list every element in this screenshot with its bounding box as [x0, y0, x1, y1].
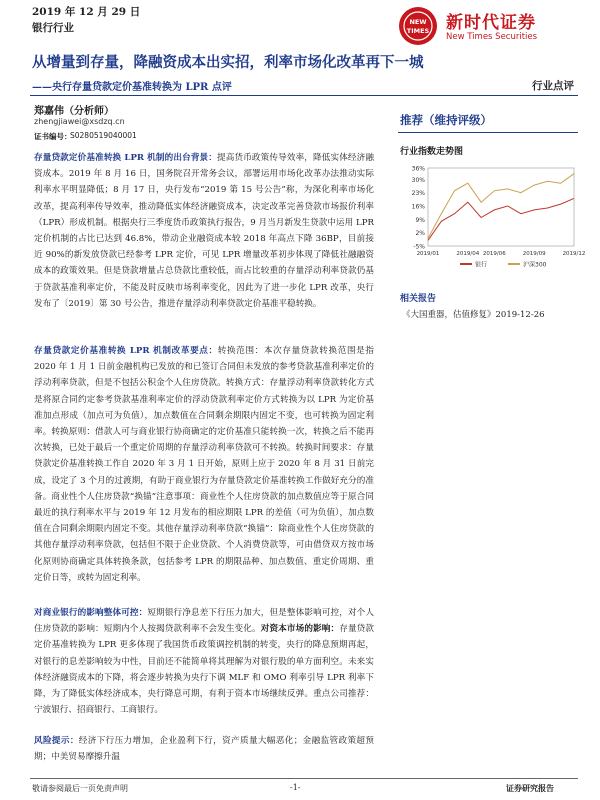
y-tick-label: 16% [411, 203, 425, 211]
footer-disclaimer: 敬请参阅最后一页免责声明 [32, 784, 128, 793]
brand-logo [398, 6, 576, 52]
footer-divider [30, 778, 578, 779]
paragraph-text: 经济下行压力增加，企业盈利下行，资产质量大幅恶化；金融监管政策超预期；中美贸易摩擦升温 [34, 736, 374, 763]
paragraph-text: 提高货币政策传导效率，降低实体经济融资成本。2019 年 8 月 16 日，国务院召开常务会议，部署运用市场化改革办法推动实际利率水平明显降低；8 月 17 日，央行发布“2019 第 15 号公告”称，为深化利率市场化改革，提高利率传导效率，推动降低实体经济融资成本，决定改革完善贷款市场报价利率（LPR）形成机制。根据央行三季度货币政策执行报告，9 月当月新发生贷款中运用 LPR 定价机制的占比已达到 46.8%，带动企业融资成本较 2018 年高点下降 36BP，目前接近 90%的新发放贷款已经参考 LPR 定价，可见 LPR 增量改革初步体现了降低社融融资成本的政策效果。但是贷款增量占总贷款比重较低，而占比较重的存量浮动利率贷款仍基于贷款基准利率定价，不能及时反映市场利率变化，因此为了进一步化 LPR 改革，央行发布了〔2019〕第 30 号公告，推进存量浮动利率贷款定价基准平稳转换。 [34, 153, 374, 309]
paragraph-lead: 对资本市场的影响： [260, 624, 340, 635]
rating-divider [398, 132, 578, 133]
author-name: 郑嘉伟（分析师） [34, 106, 114, 117]
x-tick-label: 2019/04 [456, 251, 480, 257]
paragraph-impact [34, 605, 374, 718]
paragraph-text: 存量贷款定价基准转换为 LPR 更多体现了我国货币政策调控机制的转变，央行的降息预期再起，对银行的息差影响较为中性，目前还不能简单将其理解为对银行股的单方面利空。未来实体经济融资成本的下降，将会逐步转换为央行下调 MLF 和 OMO 利率引导 LPR 利率下降，为了降低实体经济成本，央行降息可期，有利于资本市场继续反弹。重点公司推荐：宁波银行、招商银行、工商银行。 [34, 624, 374, 716]
related-report-item[interactable]: 《大国重器，估值修复》2019-12-26 [402, 310, 545, 320]
x-tick-label: 2019/12 [562, 251, 586, 257]
paragraph-lead: 风险提示： [34, 736, 79, 746]
rating: 推荐（维持评级） [400, 113, 492, 127]
header-divider [30, 95, 578, 96]
y-tick-label: 23% [411, 190, 425, 198]
chart-section-title: 行业指数走势图 [400, 147, 464, 157]
series-line-csi300 [428, 174, 574, 239]
y-tick-label: 9% [415, 216, 425, 224]
y-tick-label: 30% [411, 176, 425, 184]
logo-english-name: New Times Securities [446, 32, 538, 42]
paragraph-lead: 存量贷款定价基准转换 LPR 机制的出台背景： [34, 153, 218, 163]
paragraph-text: 转换范围：本次存量贷款转换范围是指 2020 年 1 月 1 日前金融机构已发放的和已签订合同但未发放的参考贷款基准利率定价的浮动利率贷款，但是不包括公积金个人住房贷款。转换方式：存量浮动利率贷款转化方式是将原合同约定参考贷款基准利率定价的浮动贷款利率定价方式转换为以 LPR 为定价基准加点形成（加点可为负值），加点数值在合同剩余期限内固定不变，也可转换为固定利率。转换原则：借款人可与商业银行协商确定的定价基准只能转换一次，转换之后不能再次转换，已处于最后一个重定价周期的存量浮动利率贷款可不转换。转换时间要求：存量贷款定价基准转换工作自 2020 年 3 月 1 日开始，原则上应于 2020 年 8 月 31 日前完成，设定了 3 个月的过渡期，有助于商业银行为存量贷款定价基准转换工作做好充分的准备。商业性个人住房贷款“换锚”注意事项：商业性个人住房贷款的加点数值应等于原合同最近的执行利率水平与 2019 年 12 月发布的相应期限 LPR 的差值（可为负值），加点数值在合同剩余期限内固定不变。其他存量浮动利率贷款“换锚”：除商业性个人住房贷款的其他存量浮动利率贷款，包括但不限于企业贷款、个人消费贷款等，可由借贷双方按市场化原则协商确定具体转换条款，包括参考 LPR 的期限品种、加点数值、重定价周期、重定价日等，或转为固定利率。 [34, 346, 374, 583]
paragraph-text: 短期银行净息差下行压力加大，但是整体影响可控，对个人住房贷款的影响：短期内个人按揭贷款利率不会发生变化。 [34, 608, 374, 635]
report-type: 行业点评 [532, 80, 574, 92]
legend-label: 银行 [475, 261, 488, 269]
paragraph-background [34, 150, 374, 312]
svg-text:TIMES: TIMES [406, 27, 430, 35]
report-date: 2019 年 12 月 29 日 [32, 6, 141, 18]
author-email[interactable]: zhengjiawei@xsdzq.cn [34, 117, 125, 126]
logo-mark-icon [398, 6, 438, 46]
svg-text:NEW: NEW [409, 18, 427, 26]
cert-number: S0280519040001 [70, 131, 137, 140]
footer-report-label: 证券研究报告 [506, 783, 554, 793]
paragraph-lead: 存量贷款定价基准转换 LPR 机制改革要点： [34, 346, 218, 356]
cert-label: 证书编号： [34, 132, 72, 141]
y-tick-label: -5% [413, 243, 425, 251]
industry-index-chart [400, 162, 586, 272]
legend-label: 沪深300 [523, 261, 547, 269]
x-tick-label: 2019/06 [482, 251, 506, 257]
industry-label: 银行行业 [32, 22, 74, 34]
y-tick-label: 2% [415, 230, 425, 238]
logo-chinese-name: 新时代证券 [446, 13, 536, 33]
x-tick-label: 2019/09 [522, 251, 546, 257]
y-tick-label: 36% [411, 165, 425, 173]
x-tick-label: 2019/01 [416, 251, 440, 257]
page-number: -1- [290, 783, 301, 792]
paragraph-lead: 对商业银行的影响整体可控： [34, 608, 148, 618]
paragraph-reform-points [34, 343, 374, 586]
series-line-bank [428, 198, 574, 240]
paragraph-risk [34, 733, 374, 765]
report-title: 从增量到存量，降融资成本出实招，利率市场化改革再下一城 [32, 54, 424, 71]
related-reports-title: 相关报告 [400, 294, 437, 304]
report-subtitle: ——央行存量贷款定价基准转换为 LPR 点评 [32, 82, 232, 93]
